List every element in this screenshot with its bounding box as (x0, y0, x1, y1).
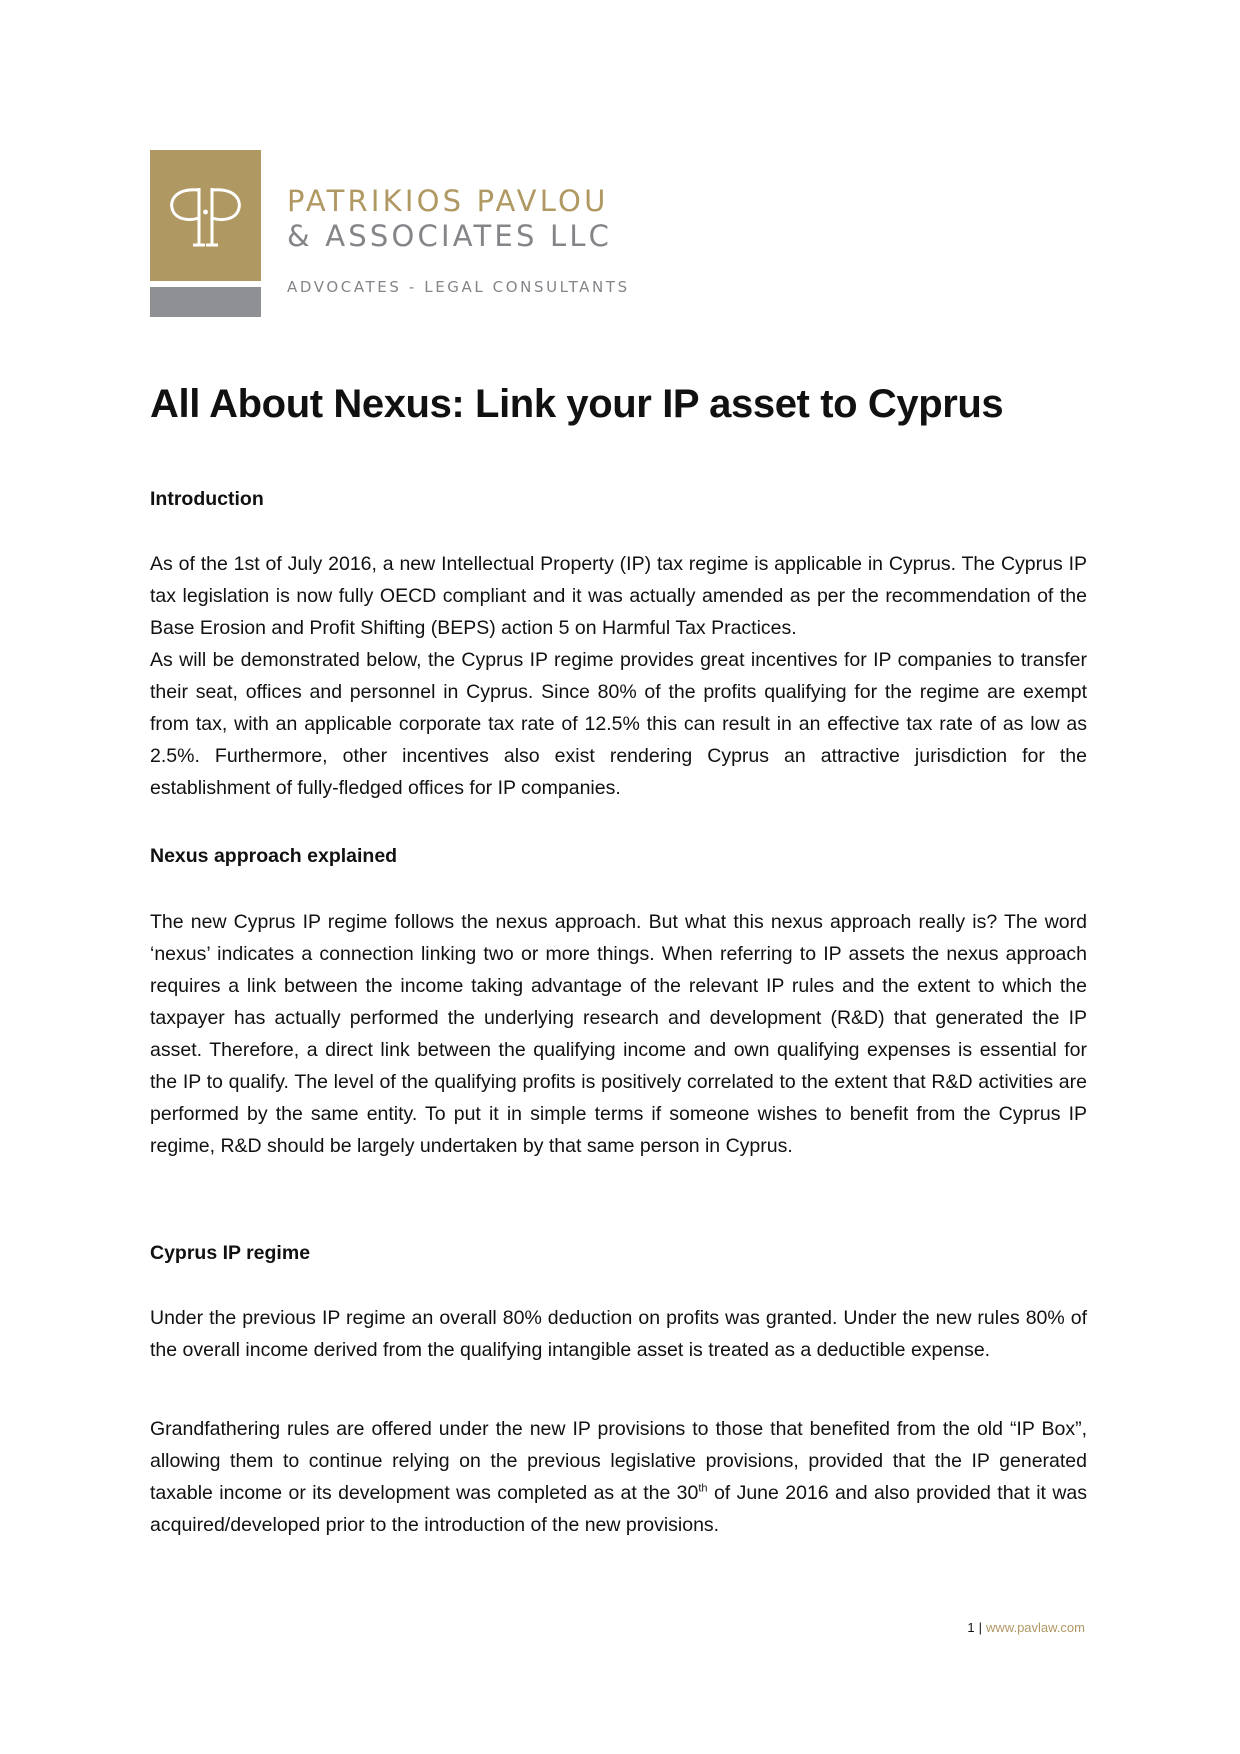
ordinal-suffix: th (698, 1482, 708, 1495)
firm-name-line1: PATRIKIOS PAVLOU (287, 184, 609, 218)
intro-paragraph-2: As will be demonstrated below, the Cyprus IP regime provides great incentives for IP companies to transfer their seat, offices and personnel in Cyprus. Since 80% of the profits qualifying for the regime are exempt from tax, with an applicable corporate tax rate of 12.5% this can result in an effective tax rate of as low as 2.5%. Furthermore, other incentives also exist rendering Cyprus an attractive jurisdiction for the establishment of fully-fledged offices for IP companies. (150, 649, 1087, 799)
heading-nexus-approach: Nexus approach explained (150, 845, 398, 867)
footer-separator: | (978, 1620, 983, 1635)
page-footer (967, 1620, 1085, 1635)
intro-paragraph-1: As of the 1st of July 2016, a new Intellectual Property (IP) tax regime is applicable in Cyprus. The Cyprus IP tax legislation is now fully OECD compliant and it was actually amended as per the recommendation of the Base Erosion and Profit Shifting (BEPS) action 5 on Harmful Tax Practices. (150, 553, 1087, 639)
logo-grey-bar (150, 287, 261, 317)
regime-paragraph-1: Under the previous IP regime an overall 80% deduction on profits was granted. Under the new rules 80% of the overall income derived from the qualifying intangible asset is treated as a deductible expense. (150, 1307, 1087, 1361)
heading-introduction: Introduction (150, 488, 264, 510)
regime-paragraph-2-text-b: of June 2016 and also provided that it was acquired/developed prior to the introduction of the new provisions. (150, 1482, 1087, 1536)
regime-paragraph-2 (150, 1413, 1087, 1541)
firm-logo (150, 150, 670, 318)
footer-website-link[interactable]: www.pavlaw.com (986, 1620, 1085, 1635)
firm-name-line2: & ASSOCIATES LLC (287, 219, 613, 253)
heading-cyprus-ip-regime: Cyprus IP regime (150, 1242, 311, 1264)
nexus-paragraph: The new Cyprus IP regime follows the nexus approach. But what this nexus approach really is? The word ‘nexus’ indicates a connection linking two or more things. When referring to IP assets the nexus approach requires a link between the income taking advantage of the relevant IP rules and the extent to which the taxpayer has actually performed the underlying research and development (R&D) that generated the IP asset. Therefore, a direct link between the qualifying income and own qualifying expenses is essential for the IP to qualify. The level of the qualifying profits is positively correlated to the extent that R&D activities are performed by the same entity. To put it in simple terms if someone wishes to benefit from the Cyprus IP regime, R&D should be largely undertaken by that same person in Cyprus. (150, 911, 1087, 1157)
page-number: 1 (967, 1620, 975, 1635)
document-title: All About Nexus: Link your IP asset to Cyprus (150, 382, 1004, 426)
logo-monogram (150, 150, 261, 281)
firm-tagline: ADVOCATES - LEGAL CONSULTANTS (287, 278, 630, 296)
regime-paragraph-2-text-a: Grandfathering rules are offered under the new IP provisions to those that benefited from the old “IP Box”, allowing them to continue relying on the previous legislative provisions, provided that the IP generated taxable income or its development was completed as at the 30 (150, 1418, 1087, 1504)
pp-monogram-icon (150, 150, 261, 281)
